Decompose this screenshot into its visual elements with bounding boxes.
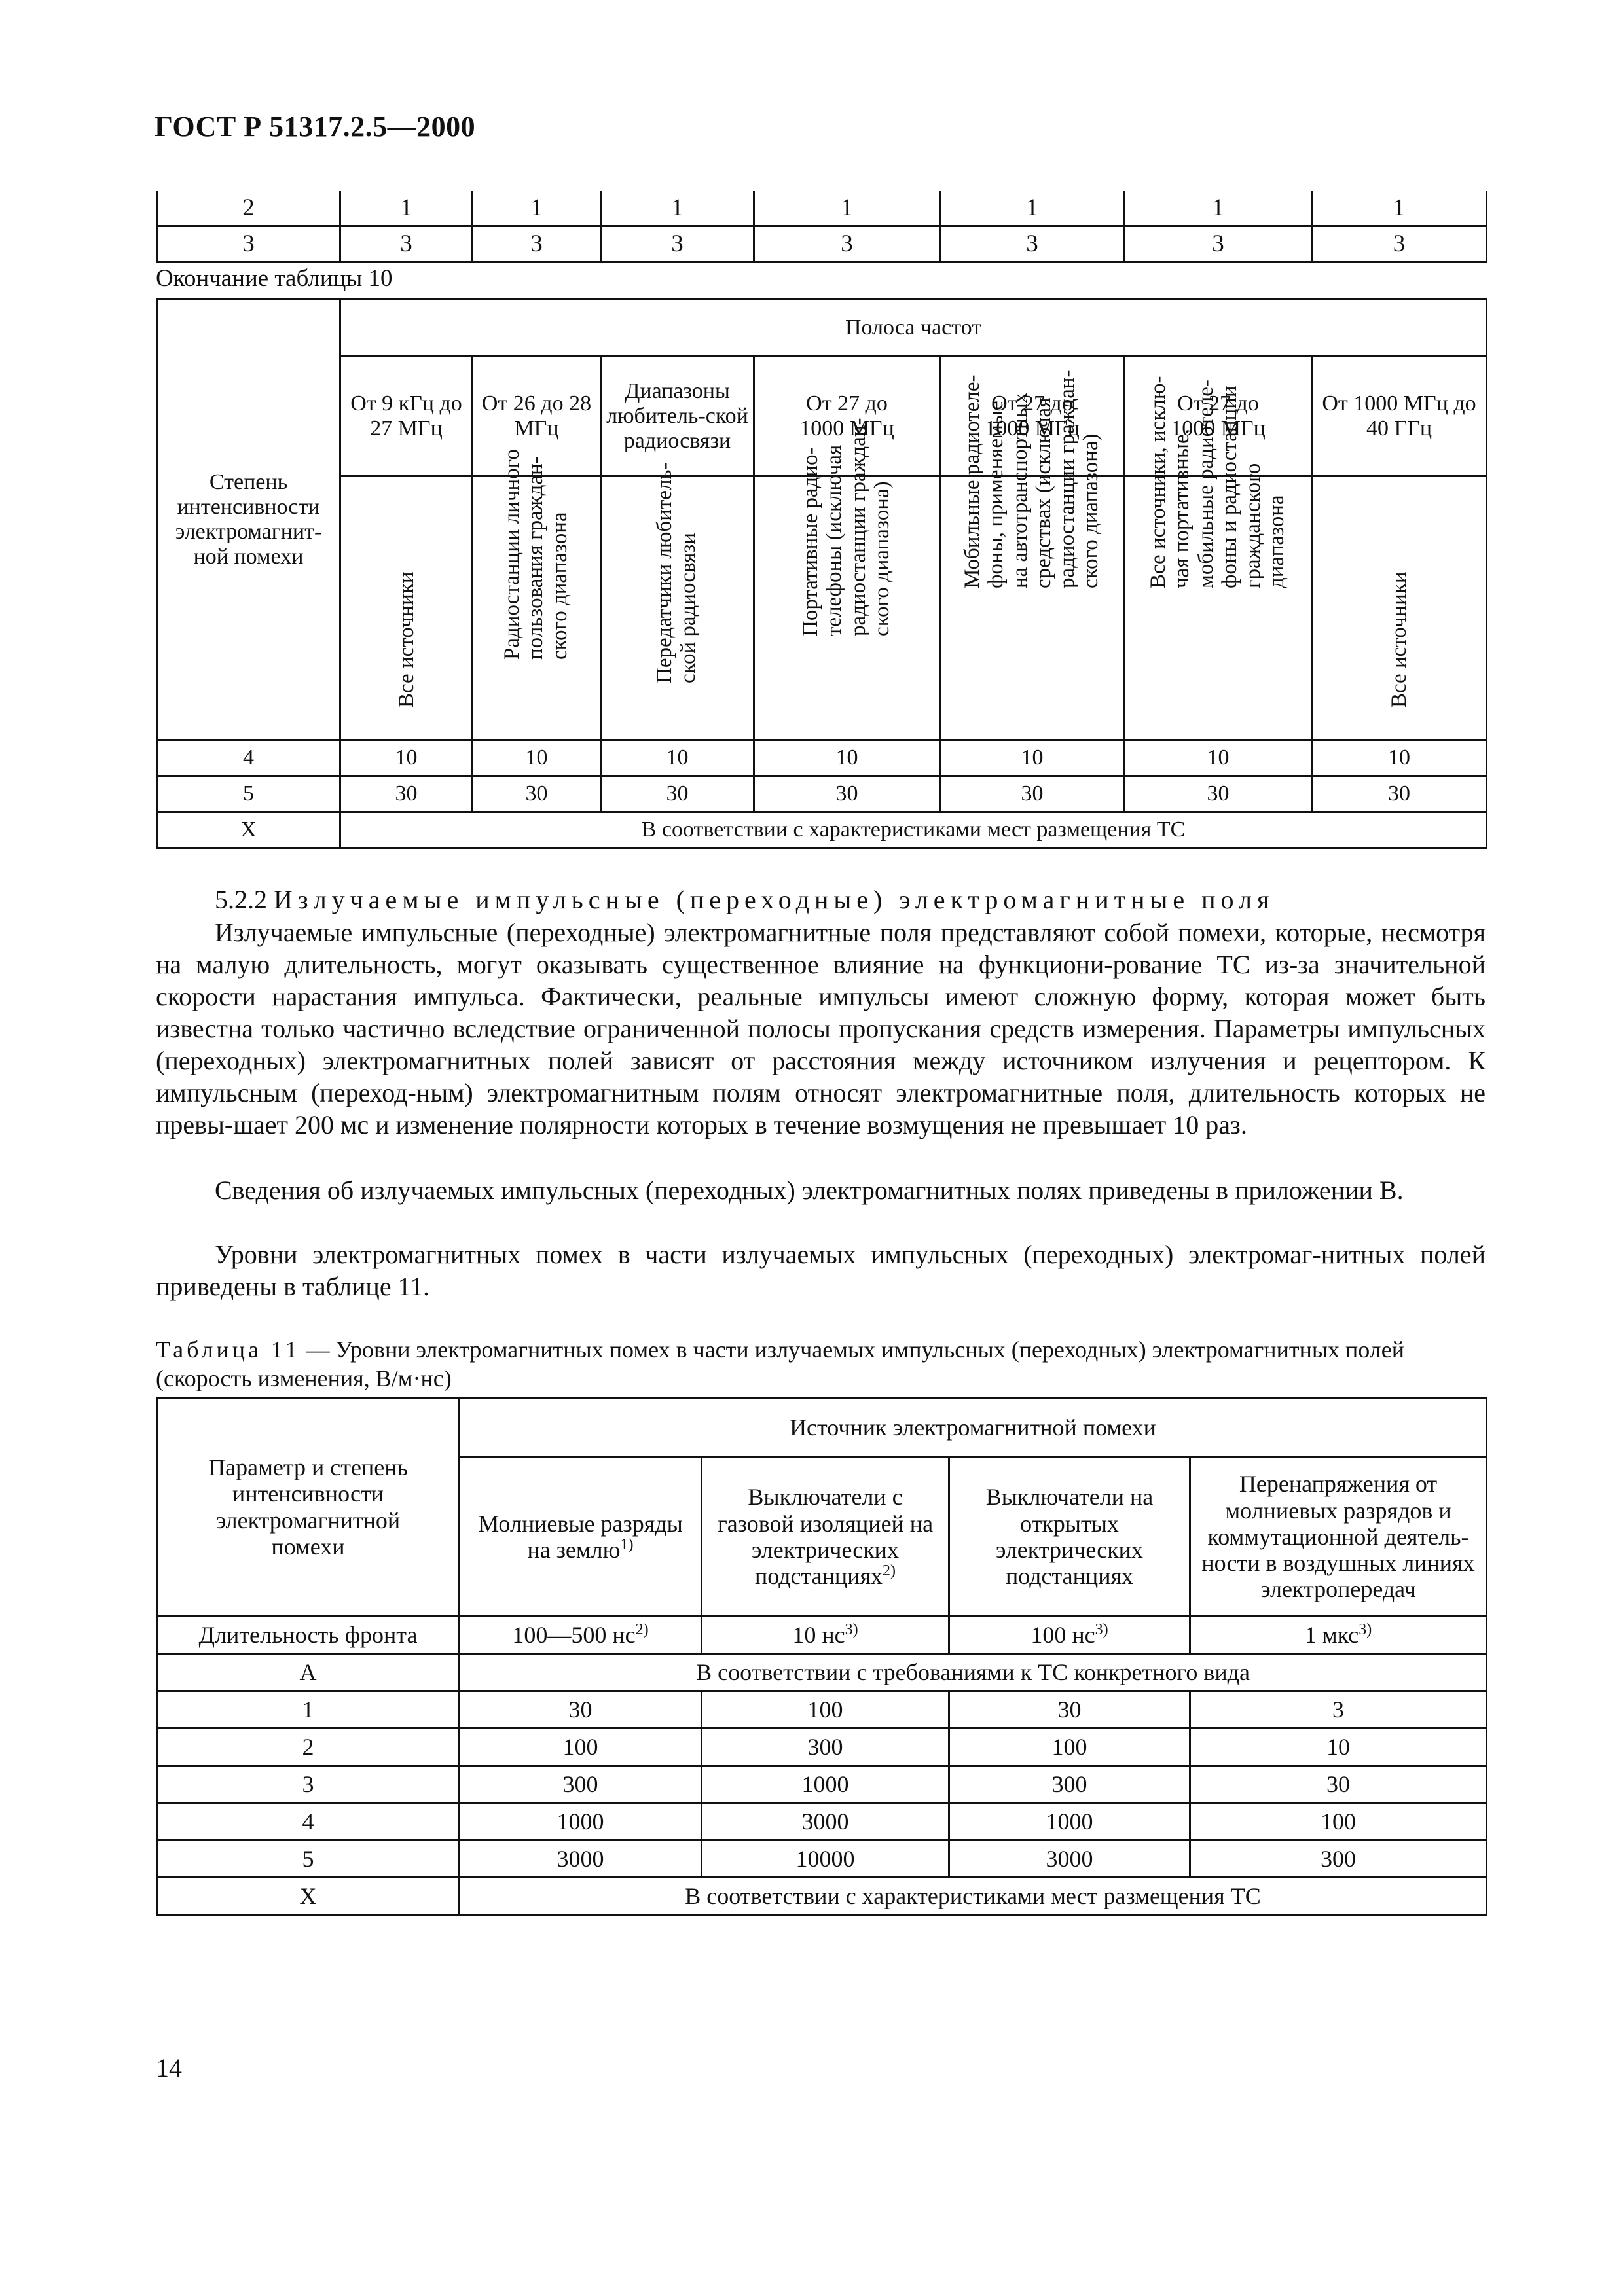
table-row <box>157 1803 1487 1840</box>
table-cell: 30 <box>1125 776 1312 812</box>
table-cell: 10 <box>601 740 754 776</box>
merged-cell: В соответствии с характеристиками мест размещения ТС <box>340 812 1487 848</box>
table-cell: 1 <box>340 191 473 226</box>
table-cell: 1000 <box>702 1766 949 1803</box>
table-cell: 300 <box>1190 1840 1487 1878</box>
table-row <box>157 1878 1487 1915</box>
table-cell: 10 <box>940 740 1125 776</box>
table-cell: 10 <box>1190 1729 1487 1766</box>
table-row <box>157 812 1487 848</box>
section-number: 5.2.2 <box>215 885 267 914</box>
source-line: мобильные радиотеле- <box>1194 380 1218 589</box>
table-row <box>157 191 1487 226</box>
source-line: телефоны (исключая <box>822 444 846 636</box>
table-cell: 30 <box>601 776 754 812</box>
table11-row-header: Параметр и степень интенсивности электромагнитной помехи <box>157 1398 460 1617</box>
band-header: От 26 до 28 МГц <box>473 357 601 476</box>
source-line: ского диапазона <box>547 512 572 660</box>
table-cell <box>949 1617 1190 1654</box>
table-row <box>157 776 1487 812</box>
table-cell <box>460 1617 702 1654</box>
paragraph: Сведения об излучаемых импульсных (переходных) электромагнитных полях приведены в приложении В. <box>215 1175 1404 1205</box>
table-cell: 1000 <box>460 1803 702 1840</box>
table-cell: 30 <box>473 776 601 812</box>
table-cell: 100 <box>702 1691 949 1729</box>
table-cell: 3 <box>1125 226 1312 262</box>
level-cell: X <box>157 1878 460 1915</box>
table-row <box>157 1766 1487 1803</box>
source-header <box>340 476 473 740</box>
source-line: Все источники <box>1387 571 1412 708</box>
paragraph: Уровни электромагнитных помех в части излучаемых импульсных (переходных) электромаг-нитных полей приведены в таблице 11. <box>156 1240 1486 1301</box>
table-cell: 30 <box>340 776 473 812</box>
level-cell: 2 <box>157 1729 460 1766</box>
table-cell: 300 <box>949 1766 1190 1803</box>
source-line: Мобильные радиотеле- <box>960 374 984 589</box>
source-line: радиостанции граждан- <box>846 418 870 636</box>
source-line: ского диапазона) <box>869 481 894 636</box>
table-cell: 100 <box>1190 1803 1487 1840</box>
table-cell: 30 <box>940 776 1125 812</box>
merged-cell: В соответствии с характеристиками мест размещения ТС <box>460 1878 1487 1915</box>
level-cell: 1 <box>157 1691 460 1729</box>
level-cell: X <box>157 812 340 848</box>
source-line: Передатчики любитель- <box>652 462 676 684</box>
table10-row-header: Степень интенсивности электромагнит-ной помехи <box>157 300 340 740</box>
table-cell: 3000 <box>702 1803 949 1840</box>
table-cell: 1 <box>1125 191 1312 226</box>
table-cell: 10 <box>754 740 940 776</box>
table11-caption-text: — Уровни электромагнитных помех в части излучаемых импульсных (переходных) электромагнитных полей (скорость изменения, В/м·нс) <box>156 1336 1405 1391</box>
table10-group-header: Полоса частот <box>340 300 1487 357</box>
table-row <box>157 226 1487 262</box>
table-cell: 3000 <box>460 1840 702 1878</box>
table11-caption <box>156 1335 1486 1393</box>
table-cell: 100 <box>460 1729 702 1766</box>
source-line: пользования граждан- <box>523 456 547 660</box>
source-column-header <box>702 1458 949 1617</box>
source-column-header <box>949 1458 1190 1617</box>
table-row <box>157 1840 1487 1878</box>
source-line: ского диапазона) <box>1078 433 1103 589</box>
column-text: Перенапряжения от молниевых разрядов и коммутационной деятель-ности в воздушных линиях электропередач <box>1201 1471 1475 1603</box>
table-cell: 30 <box>460 1691 702 1729</box>
source-line: ской радиосвязи <box>676 533 700 684</box>
table10-caption: Окончание таблицы 10 <box>156 265 393 292</box>
table-row <box>157 476 1487 740</box>
table-cell: 1 <box>1312 191 1487 226</box>
table-row <box>157 1654 1487 1691</box>
source-line: Все источники <box>394 571 418 708</box>
source-column-header <box>1190 1458 1487 1617</box>
level-cell: 4 <box>157 740 340 776</box>
table-cell: 3 <box>340 226 473 262</box>
source-column-header <box>460 1458 702 1617</box>
merged-cell: В соответствии с требованиями к ТС конкретного вида <box>460 1654 1487 1691</box>
level-cell: 4 <box>157 1803 460 1840</box>
band-header: От 1000 МГц до 40 ГГц <box>1312 357 1487 476</box>
document-header: ГОСТ Р 51317.2.5—2000 <box>155 111 476 143</box>
source-line: фоны, применяемые <box>983 401 1008 589</box>
column-text: Выключатели с газовой изоляцией на электрических подстанциях <box>717 1484 934 1590</box>
table-row <box>157 740 1487 776</box>
source-line: гражданского <box>1241 463 1265 589</box>
section-title: Излучаемые импульсные (переходные) электромагнитные поля <box>274 885 1275 914</box>
band-header: От 27 до 1000 МГц <box>1125 357 1312 476</box>
table11-label: Таблица 11 <box>156 1336 301 1363</box>
table-row <box>157 1398 1487 1458</box>
cell-text: 100 нс <box>1030 1621 1095 1648</box>
footnote-mark: 1) <box>620 1536 634 1553</box>
band-header: Диапазоны любитель-ской радиосвязи <box>601 357 754 476</box>
footnote-mark: 2) <box>635 1621 649 1638</box>
section-heading <box>156 884 1486 916</box>
table-cell: 2 <box>157 191 340 226</box>
source-header <box>473 449 601 740</box>
row-label: Длительность фронта <box>157 1617 460 1654</box>
table10 <box>156 298 1487 849</box>
footnote-mark: 3) <box>1095 1621 1108 1638</box>
band-header: От 9 кГц до 27 МГц <box>340 357 473 476</box>
footnote-mark: 3) <box>1359 1621 1372 1638</box>
table-cell: 1 <box>754 191 940 226</box>
table10-fragment <box>156 191 1487 263</box>
table11 <box>156 1397 1487 1916</box>
table-cell: 3 <box>940 226 1125 262</box>
source-header <box>601 462 754 740</box>
table-cell: 1 <box>601 191 754 226</box>
source-header <box>1312 476 1487 740</box>
level-cell: 5 <box>157 1840 460 1878</box>
table-cell <box>702 1617 949 1654</box>
level-cell: А <box>157 1654 460 1691</box>
table-cell: 10 <box>1312 740 1487 776</box>
table-cell: 10000 <box>702 1840 949 1878</box>
source-line: на автотранспортных <box>1008 392 1032 589</box>
source-header <box>754 418 940 740</box>
band-header: От 27 до 1000 МГц <box>754 357 940 476</box>
table-cell: 30 <box>754 776 940 812</box>
table-row <box>157 1729 1487 1766</box>
table-cell: 30 <box>1190 1766 1487 1803</box>
table-cell: 1 <box>940 191 1125 226</box>
table-cell: 3 <box>754 226 940 262</box>
level-cell: 5 <box>157 776 340 812</box>
column-text: Молниевые разряды на землю <box>478 1510 683 1563</box>
table-cell: 3 <box>1312 226 1487 262</box>
band-header: От 27 до 1000 МГц <box>940 357 1125 476</box>
table-cell: 100 <box>949 1729 1190 1766</box>
table-cell: 1 <box>473 191 601 226</box>
table-cell: 3 <box>1190 1691 1487 1729</box>
source-line: Радиостанции личного <box>500 449 524 660</box>
level-cell: 3 <box>157 1766 460 1803</box>
source-line: фоны и радиостанции <box>1217 386 1241 589</box>
table-cell: 300 <box>460 1766 702 1803</box>
source-line: диапазона <box>1264 495 1288 589</box>
source-line: Портативные радио- <box>798 447 822 636</box>
source-line: Все источники, исклю- <box>1146 376 1170 589</box>
column-text: Выключатели на открытых электрических подстанциях <box>985 1484 1154 1590</box>
table-cell: 30 <box>949 1691 1190 1729</box>
table11-group-header: Источник электромагнитной помехи <box>460 1398 1487 1458</box>
table-cell: 3 <box>601 226 754 262</box>
table-cell: 300 <box>702 1729 949 1766</box>
table-cell: 1000 <box>949 1803 1190 1840</box>
table-row <box>157 1691 1487 1729</box>
paragraph: Излучаемые импульсные (переходные) электромагнитные поля представляют собой помехи, которые, несмотря на малую длительность, могут оказывать существенное влияние на функциони-рование ТС из-за значительной скорости нарастания импульса. Фактически, реальные импульсы имеют сложную форму, которая может быть известна только частично вследствие ограниченной полосы пропускания средств измерения. Параметры импульсных (переходных) электромагнитных полей зависят от расстояния между источником излучения и рецептором. К импульсным (переход-ным) электромагнитным полям относят электромагнитные поля, длительность которых не превы-шает 200 мс и изменение полярности которых в течение возмущения не превышает 10 раз. <box>156 918 1486 1139</box>
table-cell: 10 <box>340 740 473 776</box>
table-cell: 10 <box>1125 740 1312 776</box>
table-cell: 3000 <box>949 1840 1190 1878</box>
table-cell <box>1190 1617 1487 1654</box>
footnote-mark: 3) <box>845 1621 858 1638</box>
cell-text: 100—500 нс <box>512 1621 636 1648</box>
table-cell: 30 <box>1312 776 1487 812</box>
table-row <box>157 1617 1487 1654</box>
page-number: 14 <box>156 2053 182 2083</box>
cell-text: 1 мкс <box>1304 1621 1359 1648</box>
source-line: радиостанции граждан- <box>1055 370 1079 589</box>
table-cell: 3 <box>473 226 601 262</box>
source-line: средствах (исключая <box>1031 397 1055 589</box>
footnote-mark: 2) <box>883 1562 896 1580</box>
table-cell: 10 <box>473 740 601 776</box>
table-row <box>157 300 1487 357</box>
table-cell: 3 <box>157 226 340 262</box>
source-line: чая портативные, <box>1169 429 1194 589</box>
cell-text: 10 нс <box>792 1621 845 1648</box>
